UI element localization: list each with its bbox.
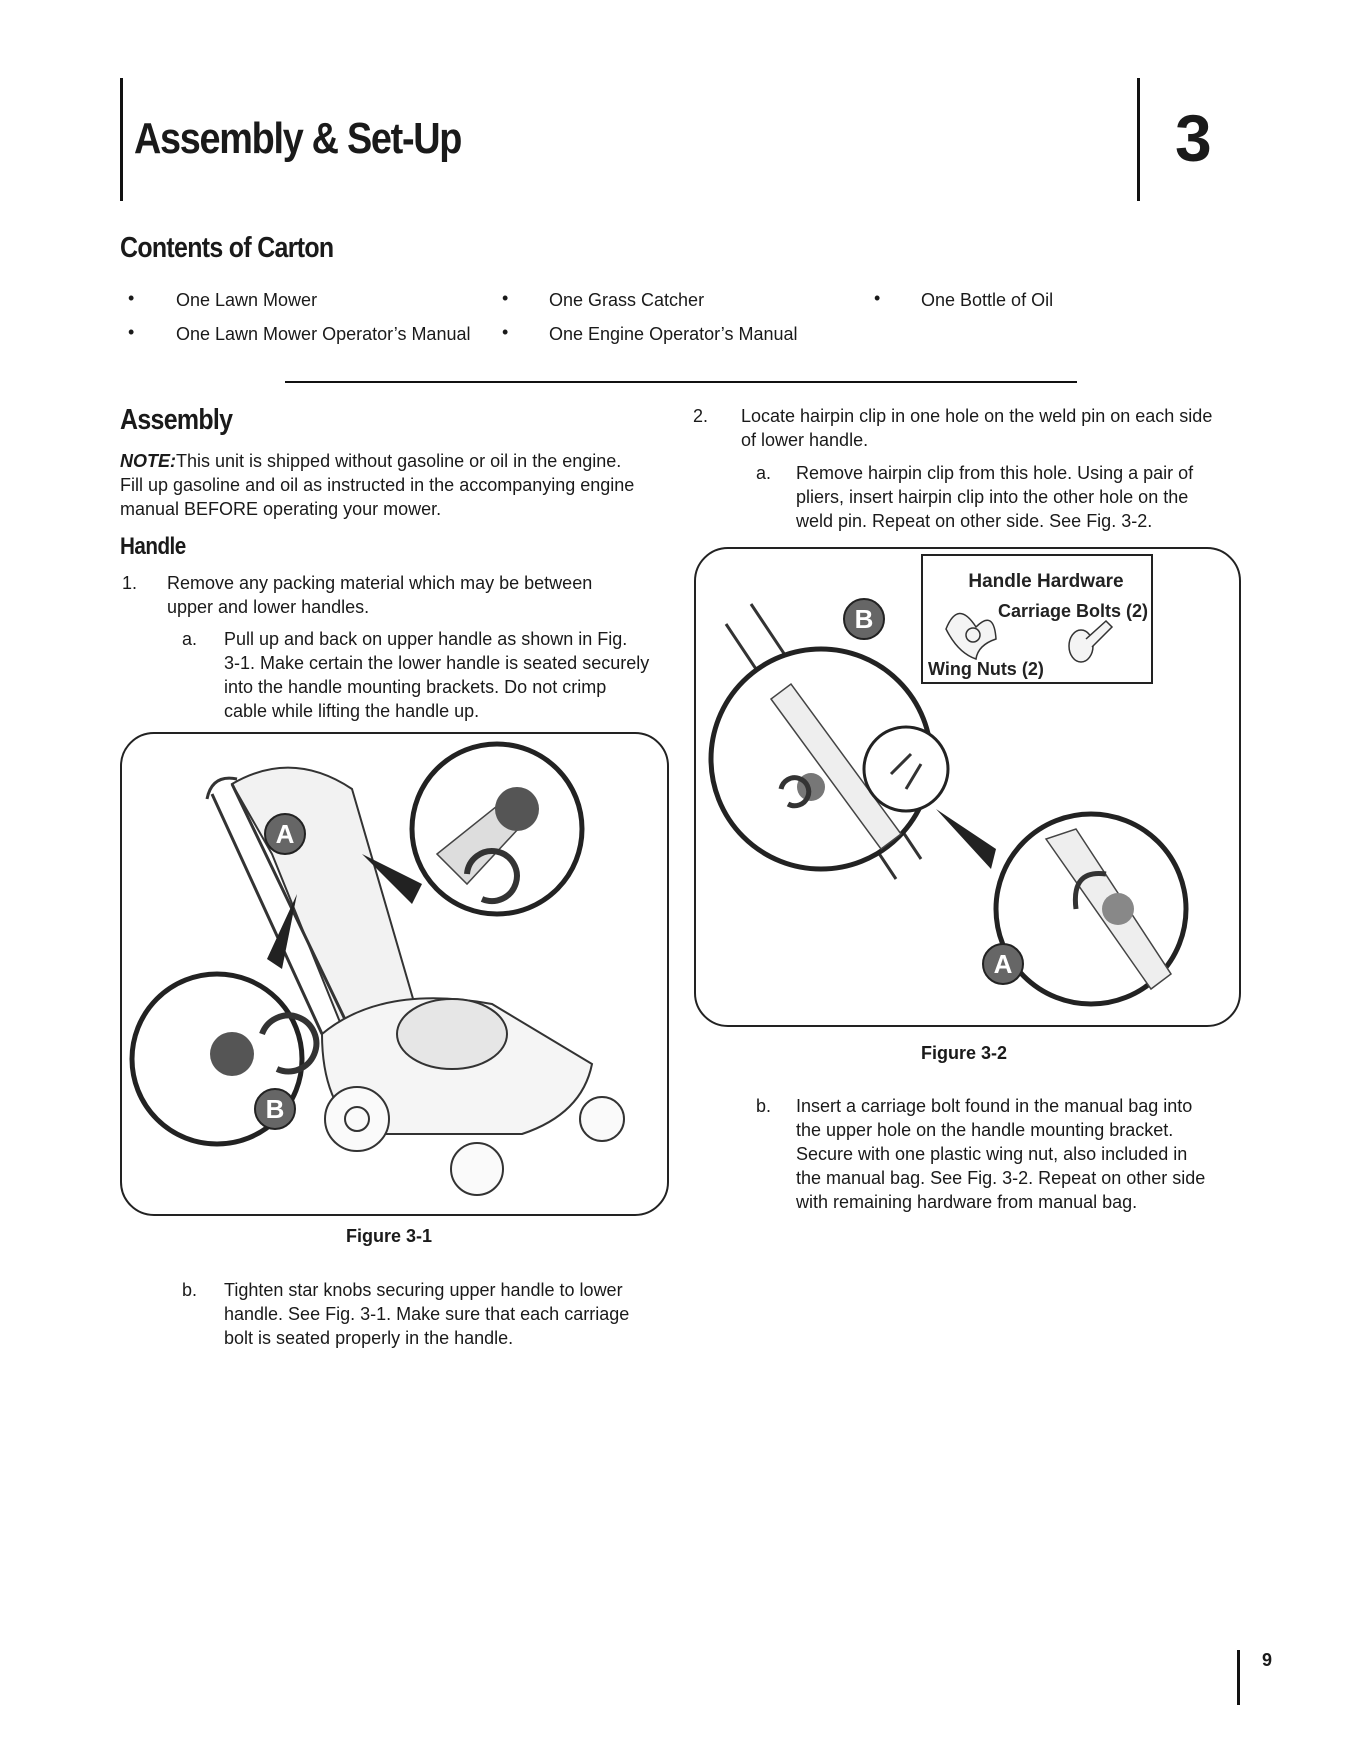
note-line: Fill up gasoline and oil as instructed in the accompanying engine — [120, 475, 635, 495]
step-number: 1. — [122, 573, 138, 593]
callout-a-label: A — [275, 819, 295, 849]
substep-label: a. — [182, 629, 198, 649]
header-right-bar — [1137, 78, 1140, 201]
carriage-bolts-label: Carriage Bolts (2) — [997, 601, 1148, 621]
step-line: bolt is seated properly in the handle. — [224, 1328, 514, 1348]
substep-label: a. — [756, 463, 772, 483]
bullet-dot: • — [874, 288, 881, 308]
step-2b-text — [796, 1094, 1256, 1214]
step-1b-text — [224, 1278, 694, 1350]
figure-3-1-caption: Figure 3-1 — [346, 1226, 433, 1246]
note-line: manual BEFORE operating your mower. — [120, 499, 442, 519]
substep-label: b. — [756, 1096, 772, 1116]
wheel-shape — [325, 1087, 389, 1151]
step-line: Insert a carriage bolt found in the manual bag into — [796, 1096, 1193, 1116]
contents-item: One Engine Operator’s Manual — [549, 324, 798, 344]
note-line: This unit is shipped without gasoline or oil in the engine. — [176, 451, 622, 471]
bullet-dot: • — [502, 322, 509, 342]
bullet-dot: • — [502, 288, 509, 308]
step-1-text — [167, 571, 687, 619]
page-number: 9 — [1262, 1650, 1273, 1670]
contents-item: One Bottle of Oil — [921, 290, 1054, 310]
substep-label: b. — [182, 1280, 198, 1300]
assembly-heading: Assembly — [120, 404, 233, 436]
wheel-shape — [451, 1143, 503, 1195]
bullet-dot: • — [128, 322, 135, 342]
bullet-dot: • — [128, 288, 135, 308]
note-label: NOTE: — [120, 451, 176, 471]
step-line: the upper hole on the handle mounting bracket. — [796, 1120, 1174, 1140]
step-line: upper and lower handles. — [167, 597, 370, 617]
wheel-shape — [580, 1097, 624, 1141]
contents-item: One Lawn Mower — [176, 290, 318, 310]
callout-b-label: B — [854, 604, 874, 634]
contents-heading: Contents of Carton — [120, 232, 334, 264]
callout-b-label: B — [265, 1094, 285, 1124]
step-line: Pull up and back on upper handle as shown in Fig. — [224, 629, 628, 649]
contents-item: One Grass Catcher — [549, 290, 705, 310]
step-line: Secure with one plastic wing nut, also included in — [796, 1144, 1188, 1164]
note-paragraph — [120, 449, 680, 521]
contents-item: One Lawn Mower Operator’s Manual — [176, 324, 471, 344]
step-line: of lower handle. — [741, 430, 869, 450]
step-line: Remove any packing material which may be between — [167, 573, 593, 593]
footer-bar — [1237, 1650, 1240, 1705]
hardware-title: Handle Hardware — [968, 571, 1124, 592]
step-2-text — [741, 404, 1261, 452]
step-line: Tighten star knobs securing upper handle to lower — [224, 1280, 623, 1300]
step-line: handle. See Fig. 3-1. Make sure that each carriage — [224, 1304, 630, 1324]
step-line: Remove hairpin clip from this hole. Using a pair of — [796, 463, 1194, 483]
step-line: cable while lifting the handle up. — [224, 701, 480, 721]
step-number: 2. — [693, 406, 709, 426]
chapter-number: 3 — [1175, 101, 1212, 175]
callout-a-label: A — [993, 949, 1013, 979]
step-line: 3-1. Make certain the lower handle is seated securely — [224, 653, 650, 673]
chapter-title: Assembly & Set-Up — [134, 114, 462, 163]
step-line: Locate hairpin clip in one hole on the weld pin on each side — [741, 406, 1213, 426]
section-divider — [285, 381, 1077, 383]
step-2a-text — [796, 461, 1256, 533]
step-line: with remaining hardware from manual bag. — [796, 1192, 1138, 1212]
figure-3-2 — [694, 547, 1241, 1027]
step-line: pliers, insert hairpin clip into the other hole on the — [796, 487, 1189, 507]
figure-3-1 — [120, 732, 669, 1216]
step-line: into the handle mounting brackets. Do not crimp — [224, 677, 607, 697]
handle-bracket-illustration — [696, 549, 1239, 1025]
wing-nuts-label: Wing Nuts (2) — [928, 659, 1044, 679]
step-line: weld pin. Repeat on other side. See Fig. 3-2. — [796, 511, 1153, 531]
figure-3-2-caption: Figure 3-2 — [921, 1043, 1008, 1063]
mower-illustration — [122, 734, 667, 1214]
step-line: the manual bag. See Fig. 3-2. Repeat on other side — [796, 1168, 1206, 1188]
step-1a-text — [224, 627, 694, 723]
header-left-bar — [120, 78, 123, 201]
handle-heading: Handle — [120, 533, 186, 560]
